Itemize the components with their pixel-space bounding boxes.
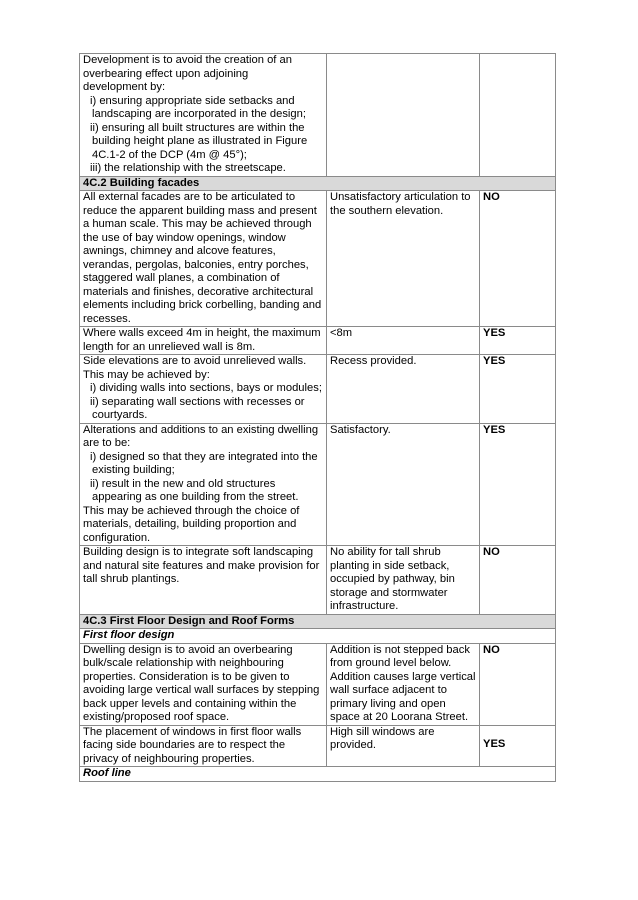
- result-cell: [480, 725, 556, 767]
- table-row: [80, 327, 556, 355]
- comment-cell: <8m: [327, 327, 480, 355]
- control-text: Development is to avoid the creation of an: [83, 54, 292, 66]
- control-cell: Dwelling design is to avoid an overbearing bulk/scale relationship with neighbouring properties. Consideration is to be given to avoiding large vertical wall surfaces by stepping back upper levels and containing within the existing/proposed roof space.: [80, 643, 327, 725]
- comment-cell: Satisfactory.: [327, 423, 480, 546]
- control-list-item: i) ensuring appropriate side setbacks and landscaping are incorporated in the design;: [90, 94, 306, 120]
- control-cell: All external facades are to be articulated to reduce the apparent building mass and present a human scale. This may be achieved through the use of bay window openings, window awnings, chimney and alcove features, verandas, pergolas, balconies, entry porches, staggered wall planes, a combination of materials and finishes, decorative architectural elements including brick corbelling, banding and recesses.: [80, 191, 327, 327]
- result-cell: NO: [480, 643, 556, 725]
- comment-cell: Recess provided.: [327, 355, 480, 424]
- result-cell: YES: [480, 423, 556, 546]
- control-list-item: i) designed so that they are integrated into the existing building;: [90, 450, 318, 476]
- table-row: [80, 423, 556, 546]
- section-heading: 4C.3 First Floor Design and Roof Forms: [80, 614, 556, 629]
- control-cell: Building design is to integrate soft landscaping and natural site features and make provision for tall shrub plantings.: [80, 546, 327, 615]
- section-header-row: [80, 176, 556, 191]
- assessment-document: [79, 53, 555, 782]
- control-list-item: i) dividing walls into sections, bays or modules;: [90, 382, 322, 394]
- result-cell: NO: [480, 546, 556, 615]
- comment-cell: Unsatisfactory articulation to the southern elevation.: [327, 191, 480, 327]
- result-cell: YES: [480, 327, 556, 355]
- control-cell: The placement of windows in first floor walls facing side boundaries are to respect the privacy of neighbouring properties.: [80, 725, 327, 767]
- subsection-header-row: [80, 767, 556, 782]
- control-list-item: ii) result in the new and old structures appearing as one building from the street.: [90, 477, 299, 503]
- section-heading: 4C.2 Building facades: [80, 176, 556, 191]
- control-list-item: ii) separating wall sections with recesses or courtyards.: [90, 395, 305, 421]
- control-list-item: iii) the relationship with the streetscape.: [90, 162, 286, 174]
- control-text: development by:: [83, 81, 166, 93]
- result-cell: NO: [480, 191, 556, 327]
- control-cell: [80, 423, 327, 546]
- comment-cell: High sill windows are provided.: [327, 725, 480, 767]
- table-row: [80, 546, 556, 615]
- control-text: This may be achieved through the choice of materials, detailing, building proportion and configuration.: [83, 504, 300, 544]
- table-row: [80, 54, 556, 177]
- subsection-header-row: [80, 629, 556, 644]
- table-row: [80, 191, 556, 327]
- comment-cell: Addition is not stepped back from ground level below. Addition causes large vertical wall surface adjacent to primary living and open space at 20 Loorana Street.: [327, 643, 480, 725]
- result-cell: YES: [480, 355, 556, 424]
- comment-cell: [327, 54, 480, 177]
- table-row: [80, 725, 556, 767]
- comment-cell: No ability for tall shrub planting in side setback, occupied by pathway, bin storage and stormwater infrastructure.: [327, 546, 480, 615]
- result-value: YES: [483, 737, 506, 750]
- control-list-item: ii) ensuring all built structures are within the building height plane as illustrated in Figure 4C.1-2 of the DCP (4m @ 45°);: [90, 121, 308, 161]
- control-cell: Where walls exceed 4m in height, the maximum length for an unrelieved wall is 8m.: [80, 327, 327, 355]
- control-cell: [80, 54, 327, 177]
- control-text: Side elevations are to avoid unrelieved walls. This may be achieved by:: [83, 355, 307, 381]
- table-row: [80, 643, 556, 725]
- compliance-table: [79, 53, 556, 782]
- section-header-row: [80, 614, 556, 629]
- result-cell: [480, 54, 556, 177]
- control-text: overbearing effect upon adjoining: [83, 67, 249, 80]
- control-cell: [80, 355, 327, 424]
- subsection-heading: First floor design: [80, 629, 556, 644]
- table-row: [80, 355, 556, 424]
- subsection-heading: Roof line: [80, 767, 556, 782]
- control-text: Alterations and additions to an existing dwelling are to be:: [83, 423, 319, 449]
